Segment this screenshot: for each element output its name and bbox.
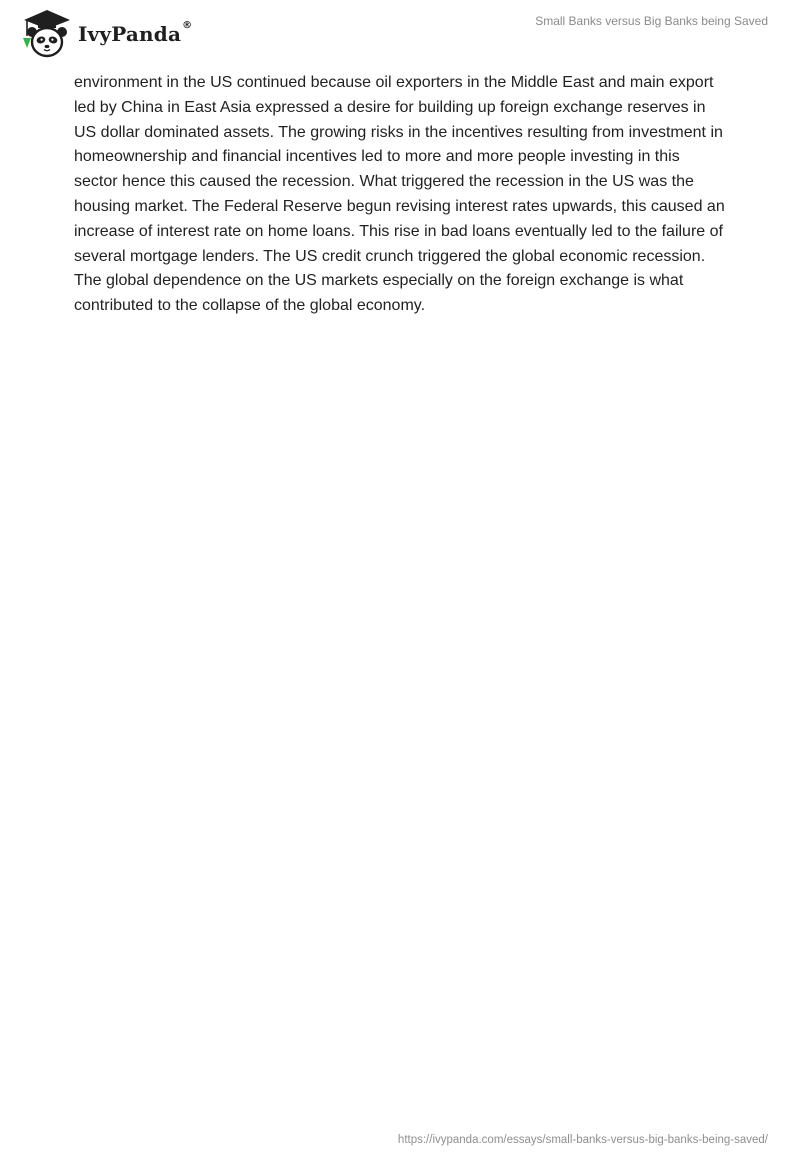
brand-name: IvyPanda®	[78, 20, 193, 46]
brand-logo[interactable]	[16, 8, 192, 58]
essay-paragraph: environment in the US continued because oil exporters in the Middle East and main export led by China in East Asia expressed a desire for building up foreign exchange reserves in US dollar dominated assets. The growing risks in the incentives resulting from investment in homeownership and financial incentives led to more and more people investing in this sector hence this caused the recession. What triggered the recession in the US was the housing market. The Federal Reserve begun revising interest rates upwards, this caused an increase of interest rate on home loans. This rise in bad loans eventually led to the failure of several mortgage lenders. The US credit crunch triggered the global economic recession. The global dependence on the US markets especially on the foreign exchange is what contributed to the collapse of the global economy.	[74, 74, 725, 315]
panda-graduate-icon	[16, 8, 74, 58]
registered-mark: ®	[182, 20, 193, 31]
document-title: Small Banks versus Big Banks being Saved	[535, 14, 768, 28]
page-header	[0, 0, 800, 70]
source-url-link[interactable]: https://ivypanda.com/essays/small-banks-versus-big-banks-being-saved/	[397, 1134, 768, 1146]
